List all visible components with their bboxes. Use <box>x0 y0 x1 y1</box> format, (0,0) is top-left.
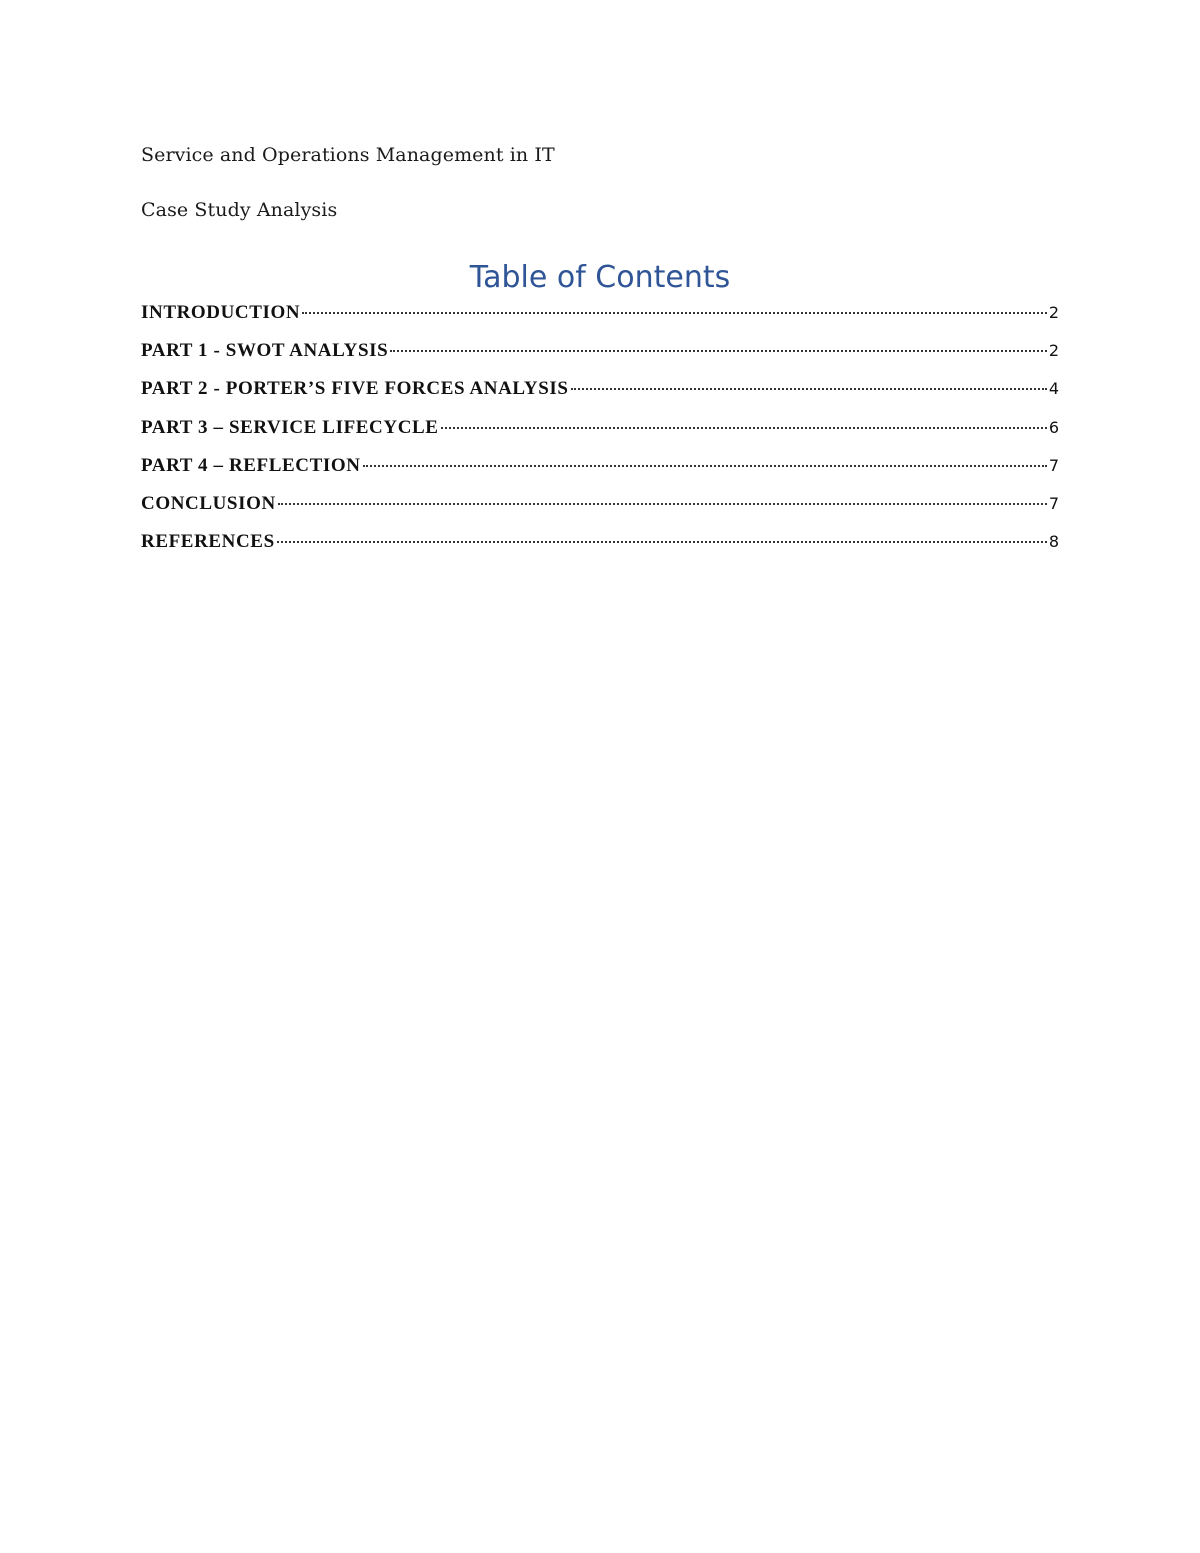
toc-entry-label: PART 2 - PORTER’S FIVE FORCES ANALYSIS <box>141 378 569 400</box>
toc-entry-part-3[interactable] <box>141 417 1059 455</box>
toc-entry-label: INTRODUCTION <box>141 302 301 323</box>
toc-entry-label: PART 4 – REFLECTION <box>141 454 361 476</box>
dot-leader <box>277 540 1047 543</box>
dot-leader <box>441 426 1047 429</box>
toc-entry-part-2[interactable] <box>141 378 1059 416</box>
toc-entry-page-number: 2 <box>1048 303 1059 322</box>
toc-heading: Table of Contents <box>469 260 731 295</box>
toc-entry-page-number: 7 <box>1048 455 1059 475</box>
dot-leader <box>363 464 1047 467</box>
toc-entry-label: PART 3 – SERVICE LIFECYCLE <box>141 416 439 438</box>
table-of-contents <box>141 302 1059 569</box>
toc-entry-page-number: 6 <box>1048 417 1059 437</box>
course-title: Service and Operations Management in IT <box>141 144 555 166</box>
dot-leader <box>302 311 1047 314</box>
toc-entry-label: REFERENCES <box>141 531 275 553</box>
toc-entry-page-number: 7 <box>1048 493 1059 513</box>
document-subtitle: Case Study Analysis <box>141 199 338 221</box>
toc-entry-part-4[interactable] <box>141 455 1059 493</box>
toc-entry-references[interactable] <box>141 531 1059 569</box>
dot-leader <box>571 387 1047 390</box>
toc-entry-introduction[interactable] <box>141 302 1059 340</box>
toc-entry-label: CONCLUSION <box>141 492 276 514</box>
toc-entry-part-1[interactable] <box>141 340 1059 378</box>
toc-entry-conclusion[interactable] <box>141 493 1059 531</box>
toc-entry-page-number: 2 <box>1048 341 1059 361</box>
toc-entry-page-number: 8 <box>1048 532 1059 552</box>
toc-entry-page-number: 4 <box>1048 379 1059 399</box>
dot-leader <box>390 349 1047 352</box>
toc-entry-label: PART 1 - SWOT ANALYSIS <box>141 340 389 362</box>
dot-leader <box>278 502 1047 505</box>
